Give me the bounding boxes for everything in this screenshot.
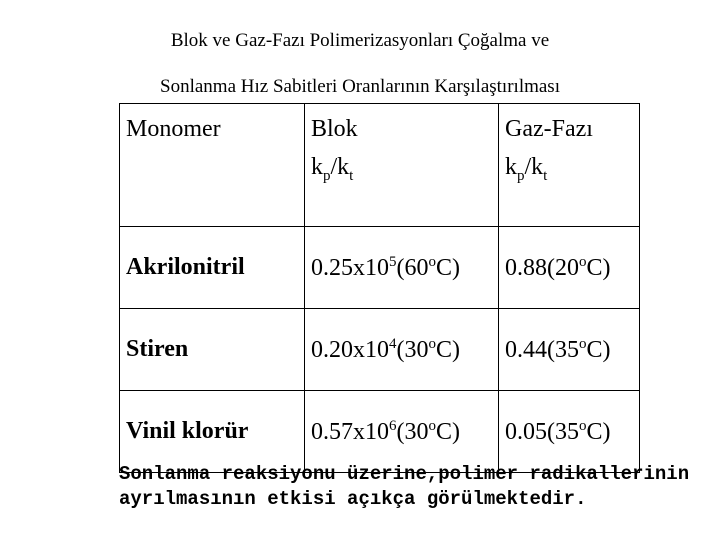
table-header-row xyxy=(120,104,640,227)
blok-exponent: 6 xyxy=(389,417,397,434)
header-blok-label: Blok xyxy=(311,116,358,142)
blok-mantissa: 0.57x10 xyxy=(311,418,389,445)
footnote-line-2: ayrılmasının etkisi açıkça görülmektedir. xyxy=(119,488,587,510)
degree-mark: o xyxy=(579,417,587,434)
gaz-value xyxy=(499,227,640,309)
header-monomer-label: Monomer xyxy=(126,116,221,142)
monomer-name: Akrilonitril xyxy=(120,227,305,309)
ratio-slash-k: /k xyxy=(330,154,350,180)
degree-mark: o xyxy=(428,417,436,434)
rate-constant-table xyxy=(119,103,640,473)
gaz-temp-unit: C) xyxy=(586,418,611,445)
gaz-value xyxy=(499,309,640,391)
blok-temp-unit: C) xyxy=(436,336,460,363)
degree-mark: o xyxy=(579,253,587,270)
gaz-number: 0.05(35 xyxy=(505,418,579,445)
ratio-sub-p: p xyxy=(323,167,331,184)
gaz-number: 0.88(20 xyxy=(505,254,579,281)
blok-value xyxy=(305,309,499,391)
ratio-sub-p: p xyxy=(517,167,525,184)
table-row xyxy=(120,309,640,391)
blok-mantissa: 0.20x10 xyxy=(311,336,389,363)
ratio-k: k xyxy=(505,154,517,180)
footnote xyxy=(119,462,689,512)
header-gaz xyxy=(499,104,640,227)
title-line-2: Sonlanma Hız Sabitleri Oranlarının Karşılaştırılması xyxy=(160,76,560,97)
degree-mark: o xyxy=(428,253,436,270)
ratio-sub-t: t xyxy=(349,167,354,184)
monomer-name: Stiren xyxy=(120,309,305,391)
blok-temp-unit: C) xyxy=(436,254,460,281)
blok-value xyxy=(305,391,499,473)
gaz-number: 0.44(35 xyxy=(505,336,579,363)
blok-mantissa: 0.25x10 xyxy=(311,254,389,281)
blok-temp: (30 xyxy=(396,336,429,363)
degree-mark: o xyxy=(428,335,436,352)
blok-exponent: 5 xyxy=(389,253,397,270)
degree-mark: o xyxy=(579,335,587,352)
table-row xyxy=(120,391,640,473)
header-gaz-ratio xyxy=(505,148,633,195)
header-gaz-label: Gaz-Fazı xyxy=(505,116,593,142)
header-monomer xyxy=(120,104,305,227)
gaz-temp-unit: C) xyxy=(586,254,611,281)
header-blok-ratio xyxy=(311,148,492,195)
blok-exponent: 4 xyxy=(389,335,397,352)
ratio-slash-k: /k xyxy=(524,154,544,180)
ratio-sub-t: t xyxy=(543,167,548,184)
gaz-value xyxy=(499,391,640,473)
gaz-temp-unit: C) xyxy=(586,336,611,363)
footnote-line-1: Sonlanma reaksiyonu üzerine,polimer radikallerinin xyxy=(119,463,690,485)
header-blok xyxy=(305,104,499,227)
title-line-1: Blok ve Gaz-Fazı Polimerizasyonları Çoğalma ve xyxy=(170,30,550,51)
blok-temp: (30 xyxy=(396,418,429,445)
ratio-k: k xyxy=(311,154,323,180)
table-row xyxy=(120,227,640,309)
blok-temp: (60 xyxy=(396,254,429,281)
blok-value xyxy=(305,227,499,309)
blok-temp-unit: C) xyxy=(436,418,460,445)
monomer-name: Vinil klorür xyxy=(120,391,305,473)
